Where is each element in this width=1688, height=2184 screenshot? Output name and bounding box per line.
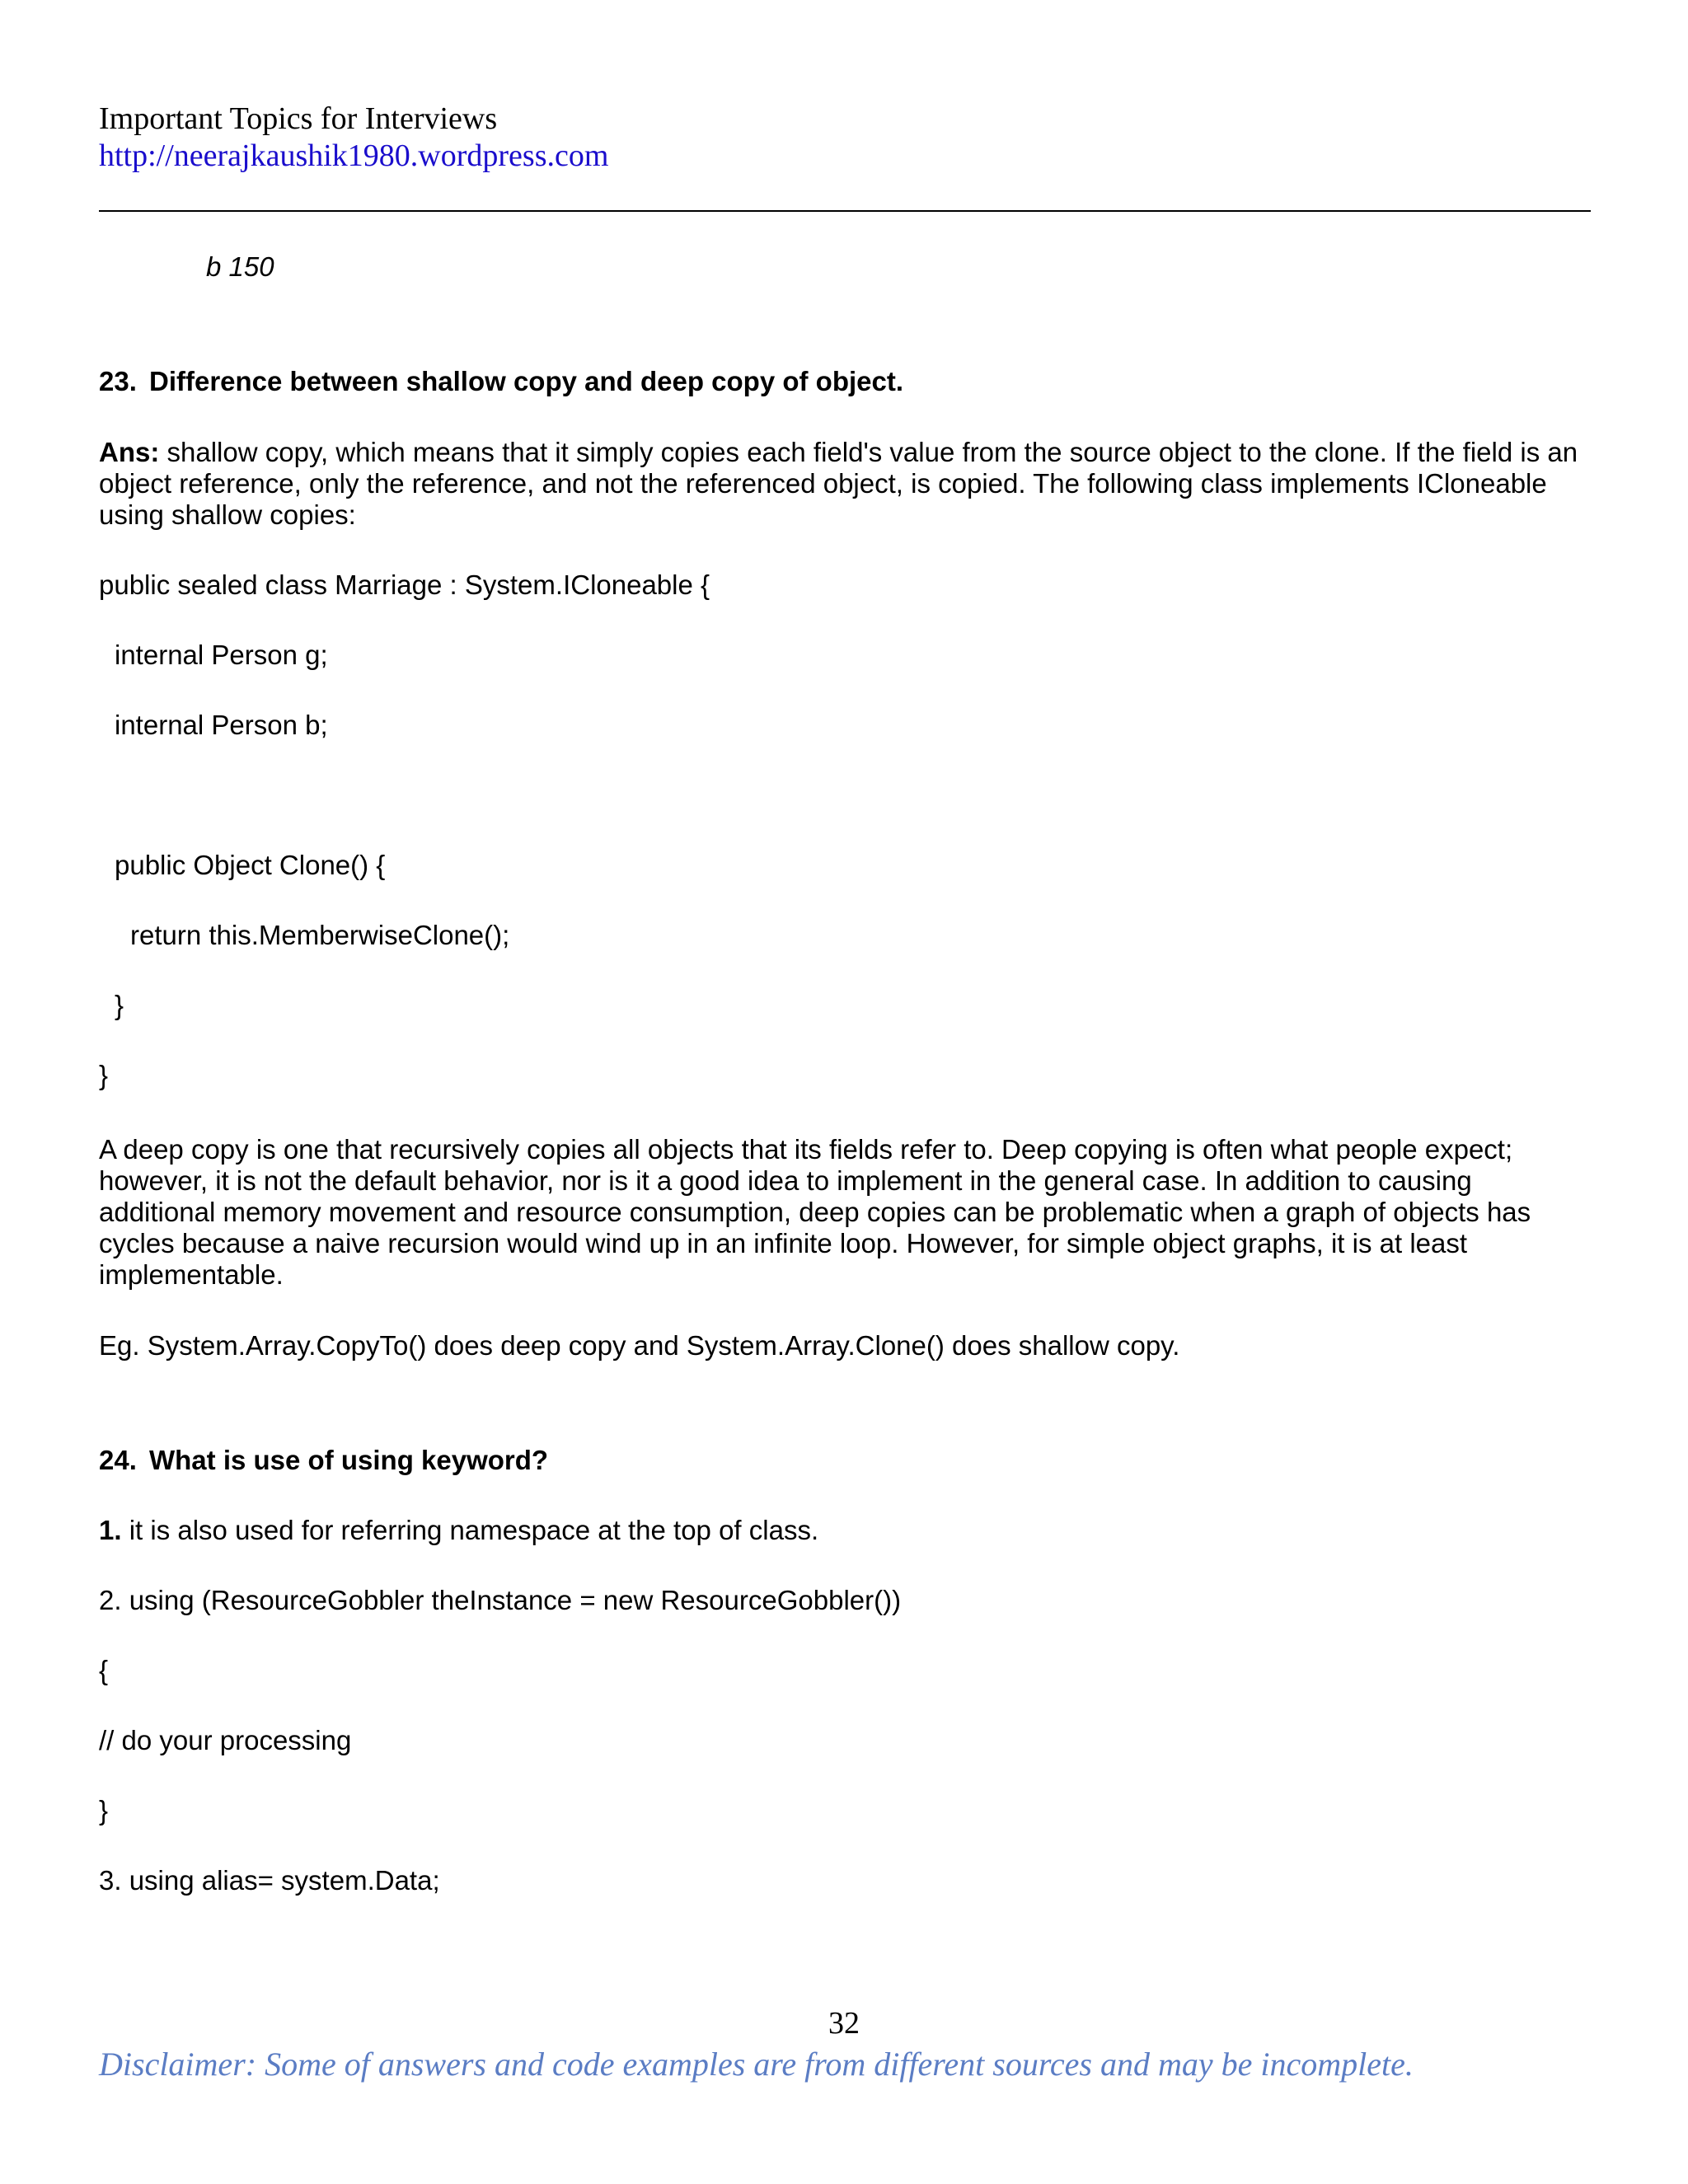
continuation-line: b 150 bbox=[206, 251, 274, 282]
header-website-link[interactable]: http://neerajkaushik1980.wordpress.com bbox=[99, 138, 609, 173]
question-23-number: 23. bbox=[99, 366, 137, 396]
code-line-class-close-brace: } bbox=[99, 1060, 109, 1090]
using-item-1 bbox=[99, 1515, 818, 1546]
answer-label: Ans: bbox=[99, 437, 160, 467]
item-1-text: it is also used for referring namespace at the top of class. bbox=[121, 1515, 819, 1545]
question-23-heading: Difference between shallow copy and deep copy of object. bbox=[149, 366, 904, 396]
using-item-3: 3. using alias= system.Data; bbox=[99, 1865, 440, 1896]
question-24-number: 24. bbox=[99, 1445, 137, 1475]
code-line-field-b: internal Person b; bbox=[115, 710, 328, 740]
code-line-method-close-brace: } bbox=[115, 990, 124, 1020]
code-line-class-declaration: public sealed class Marriage : System.ICloneable { bbox=[99, 569, 710, 600]
copy-example-line: Eg. System.Array.CopyTo() does deep copy and System.Array.Clone() does shallow copy. bbox=[99, 1330, 1180, 1361]
code-line-return: return this.MemberwiseClone(); bbox=[130, 920, 510, 950]
item-1-label: 1. bbox=[99, 1515, 122, 1545]
using-block-open-brace: { bbox=[99, 1655, 109, 1685]
using-block-comment: // do your processing bbox=[99, 1725, 352, 1755]
page-number: 32 bbox=[828, 2006, 860, 2041]
question-23-answer bbox=[99, 437, 1591, 531]
deep-copy-paragraph: A deep copy is one that recursively copies all objects that its fields refer to. Deep copying is often what people expect; however, it is not the default behavior, nor is it a good idea to implement in the general case. In addition to causing additional memory movement and resource consumption, deep copies can be problematic when a graph of objects has cycles because a naive recursion would wind up in an infinite loop. However, for simple object graphs, it is at least implementable. bbox=[99, 1134, 1531, 1290]
answer-text: shallow copy, which means that it simply copies each field's value from the source object to the clone. If the field is an object reference, only the reference, and not the referenced object, is copied. The following class implements ICloneable using shallow copies: bbox=[99, 437, 1578, 530]
page-header-title: Important Topics for Interviews bbox=[99, 101, 498, 136]
footer-disclaimer: Disclaimer: Some of answers and code examples are from different sources and may be incomplete. bbox=[99, 2046, 1414, 2083]
header-divider bbox=[99, 210, 1591, 212]
using-block-close-brace: } bbox=[99, 1795, 109, 1825]
code-line-field-g: internal Person g; bbox=[115, 640, 328, 670]
code-line-clone-method: public Object Clone() { bbox=[115, 850, 386, 880]
using-item-2: 2. using (ResourceGobbler theInstance = new ResourceGobbler()) bbox=[99, 1585, 902, 1615]
question-24-heading: What is use of using keyword? bbox=[149, 1445, 549, 1475]
